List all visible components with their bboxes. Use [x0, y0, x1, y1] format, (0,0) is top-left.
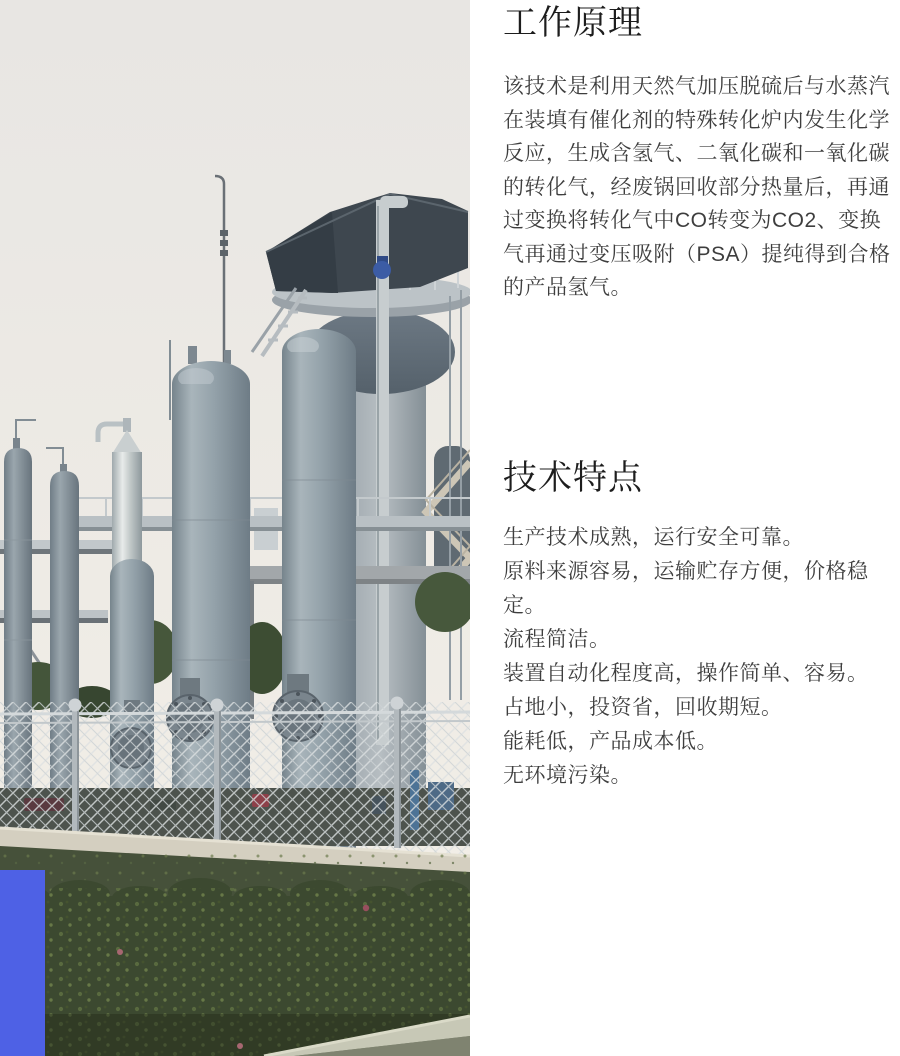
- accent-bar: [0, 870, 45, 1056]
- features-title: 技术特点: [503, 459, 643, 497]
- feature-item: 占地小，投资省，回收期短。: [503, 696, 783, 719]
- feature-item: 无环境污染。: [503, 764, 632, 787]
- feature-item: 装置自动化程度高，操作简单、容易。: [503, 662, 869, 685]
- principle-body: 该技术是利用天然气加压脱硫后与水蒸汽在装填有催化剂的特殊转化炉内发生化学反应，生成含氢气、二氧化碳和一氧化碳的转化气，经废锅回收部分热量后，再通过变换将转化气中CO转变为CO2、变换气再通过变压吸附（PSA）提纯得到合格的产品氢气。: [503, 75, 891, 299]
- feature-item: 原料来源容易，运输贮存方便，价格稳定。: [503, 560, 869, 617]
- photo-ground: [0, 846, 470, 1056]
- feature-item: 生产技术成熟，运行安全可靠。: [503, 526, 804, 549]
- principle-title: 工作原理: [503, 4, 643, 42]
- features-list: [503, 521, 900, 793]
- feature-item: 流程简洁。: [503, 628, 611, 651]
- feature-item: 能耗低，产品成本低。: [503, 730, 718, 753]
